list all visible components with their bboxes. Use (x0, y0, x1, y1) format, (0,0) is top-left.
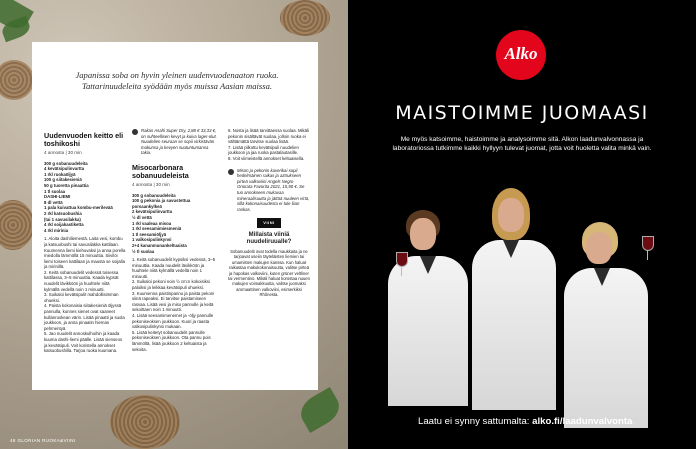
recipe-column-3 (228, 128, 310, 298)
coat-collar (420, 256, 436, 274)
recipe-card (32, 42, 318, 390)
tip-text: Rakas Asahi Super Dry, 2,88 € 33,33 €, on suhteellisen kevyt ja kuiva lager-olut. Nuudelien seuraan se sopii virkistävän makunsa ja kevyen suutuntumansa takia. (141, 128, 217, 156)
face (498, 198, 524, 232)
logo-text: Alko (504, 44, 538, 63)
ad-footer (418, 416, 632, 427)
intro-text: Japanissa soba on hyvin yleinen uudenvuodenaaton ruoka. Tattarinuudeleita syödään myös muissa Aasian maissa. (75, 70, 279, 91)
ingredient-list: 300 g sobanuudeleita 100 g pekonia ja savustettua porsaankylkeä 2 kevätsipulinvartta ½ dl vettä 1 rkl vaaleaa misoa 1 rkl seesamimiesmeniä 1 tl seesamiöljyä 1 valkosipulinkynsi 2+4 kananmunankeltuaista ½ tl suolaa (132, 192, 191, 254)
noodle-decoration (0, 60, 34, 100)
coat-collar (503, 240, 519, 258)
lab-coat (564, 268, 648, 428)
wine-glass-icon (642, 236, 654, 251)
noodle-decoration (110, 395, 180, 449)
wine-box (228, 218, 310, 297)
recipe-column-1 (44, 132, 126, 357)
beer-tip (132, 128, 218, 156)
footer-text: Laatu ei synny sattumalta: (418, 416, 533, 427)
noodle-decoration (280, 0, 330, 36)
wine-tip (228, 168, 310, 213)
recipe-title: Misocarbonara sobanuudeleista (132, 162, 189, 180)
wine-text: Sobanuudelit ovat todella maukkaita ja ne tarjoavat useiin täyteläisten liemien tai umamisten makujen kanssa. Kun haluat raikastaa makukokonaisuutta, valitse pirteä ja hapokas valkoviini, kuten grüner veltliner tai vermentino. Mikäli haluat korostaa nuuen makujen voimakkuutta, valitse juomaksi aromaattinen valkoviini, esimerkiksi Rhônesta. (228, 248, 310, 298)
lab-coat (472, 240, 556, 410)
alko-logo (496, 30, 546, 80)
recipe-title: Uudenvuoden keitto eli toshikoshi (44, 131, 124, 148)
recipe-steps: 1. Keitä sobanuudelit kypsiksi vedessä, 3–5 minuuttia. Kaada nuudelit lävikköön ja huuhtele niitä kylmällä vedellä noin 1 minuutti. 2. Suikaloi pekoni noin ½ cm:n kokoisiksi paloiksi ja leikkaa kevätsipuli ohueksi. 3. Kuumenna paistinpannu ja paista pekoni siinä rapeaksi. Ei tarvitse paistamiseen rasvaa. Lisää vesi ja miso pannulle ja keitä sekoittaen noin 1 minuutti. 4. Lisää seesamimenemet ja -öljy pannulle pekoniseoksen joukkoon. Kuori ja raasta valkosipulinkynsi mukaan. 5. Lisää keitetyt sobanuudelit pannulle pekoniseoksen joukkoon. Ota pannu pois lämmöltä, lisää joukkoon 2 keltuaista ja sekoita. (132, 257, 216, 352)
recipe-serving: 4 annosta | 30 min (132, 181, 170, 187)
recipe-column-2 (132, 128, 218, 355)
alko-ad-page (348, 0, 696, 449)
recipe-steps: 6. Nosta ja lisää tarvittaessa suolaa. Mikäli pekonin sisältävät suolaa, jolloin ruoka ei välttämättä tarvitse suolaa lisää. 7. Lisää pilkottu kevätsipuli nuudelien joukkoon ja jaa ruoka pastalautasille. 8. Voit viimeistellä annokset keltuaisella. (228, 128, 309, 161)
face (586, 232, 612, 264)
lab-coat (388, 256, 468, 406)
ad-headline: MAISTOIMME JUOMAASI (395, 102, 649, 124)
ad-body: Me myös katsoimme, haistoimme ja analysoimme sitä. Alkon laadunvalvonnassa ja laboratoriossa tutkimme kaikki hyllyyn tulevat juomat, jotta voit huoletta valita minkä vain. (392, 136, 652, 153)
face (410, 218, 436, 250)
wine-glass-icon (396, 252, 408, 267)
ingredient-list: 300 g sobanuudeleita 4 kevätsipulinvartta 1 rkl ruokaöljyä 100 g siitakesieniä 50 g tuoretta pinaattia 1 tl suolaa DASHI-LIEMI 8 dl vettä 1 pala kuivattua kombu-merilevää 2 rkl katsuobushia (tai 1 savusilakka) 4 rkl soijakastiketta 4 rkl mirinia (44, 160, 113, 233)
noodle-decoration (0, 200, 34, 250)
recipe-serving: 4 annosta | 30 min (44, 150, 82, 155)
wine-badge: VIINI (257, 218, 280, 228)
recipe-steps: 1. Aloita dashiliemestä. Laita vesi, kombu ja katsuobushi tai savusilakka kattilaan. Kuumenna liemi kiehuvaksi ja anna porella miedolla lämmöllä 15 minuuttia. Siivilöi liemi toiseen kattilaan ja mausta se soijalla ja mirinillä. 2. Keitä sobanuudelit vedessä toisessa kattilassa, 3–5 minuuttia. Kaada kypsät nuudelit lävikköön ja huuhtele niitä kylmällä vedellä noin 1 minuutti. 3. Suikaloi kevätsipulit mahdollisimman ohueksi. 4. Paista kokonaisia siitakesieniä öljyssä pannulla, kunnes sienet ovat saaneet kullanruskean värin. Lisää pinaatti ja suola joukkoon, ja anna pinaatin hieman pehmentyä. 5. Jao nuudelit annoskulhoihin ja kaada kuuma dashi-liemi päälle. Lisää sienseos ja kevätsipuli. Voit koristella annokset katsuobushilla. Tarjoa ruoka kuumana. (44, 236, 126, 354)
tip-text: Mison ja pekonin kaverikai sopii hedelmäinen raikas ja aztrukseen pirteä valkoviini Angels Negro Onorata Favorita 2021, 15,90 €. Se tuo annokseen mukavaa mineraalisuutta ja jättää nuuleen virtä, sillä kokonaisuudesta ei tule liian raskas. (237, 167, 310, 212)
glass-stem (401, 266, 402, 276)
coat-collar (594, 268, 610, 286)
leaf-decoration (295, 387, 345, 433)
page-folio: 48 GLORIAN RUOKA&VIINI (10, 438, 76, 443)
tip-icon (132, 129, 138, 135)
tip-icon (228, 169, 234, 175)
glass-stem (647, 250, 648, 260)
wine-title: Millaista viiniä nuudeliruualle? (246, 231, 292, 245)
footer-link[interactable]: alko.fi/laadunvalvonta (532, 416, 633, 427)
